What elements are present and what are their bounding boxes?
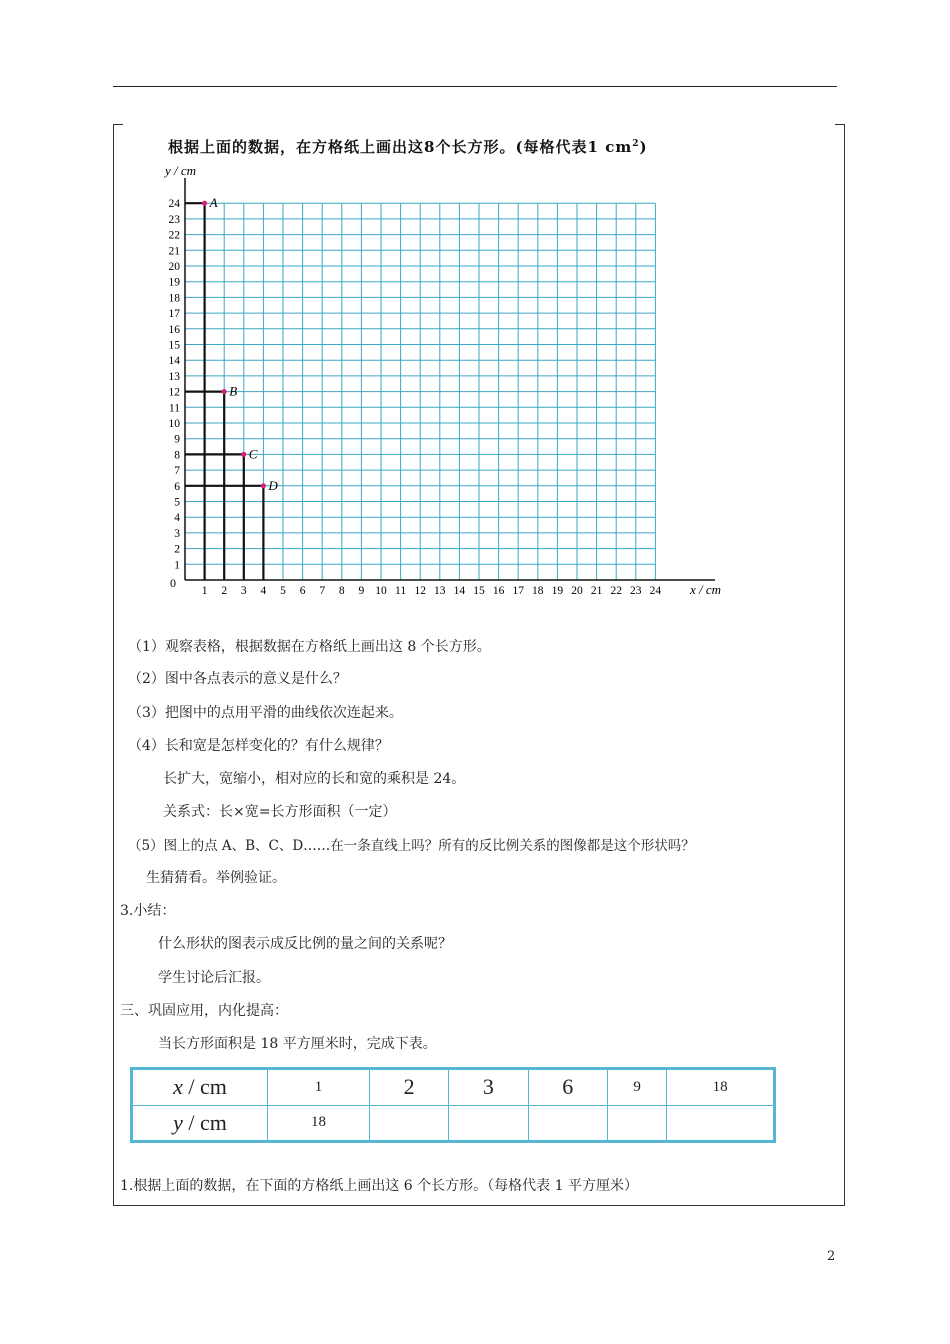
x-tick-label: 24 <box>649 585 662 597</box>
data-point <box>261 483 266 488</box>
x-header: x / cm <box>132 1069 268 1106</box>
y-tick-label: 7 <box>174 465 180 478</box>
data-point <box>202 201 207 206</box>
table-cell <box>667 1105 775 1142</box>
table-row-x <box>132 1069 775 1106</box>
x-tick-label: 1 <box>201 585 208 597</box>
frame-corner-left <box>113 124 123 125</box>
inverse-proportion-graph <box>160 160 760 605</box>
text-line-4: （4）长和宽是怎样变化的？有什么规律？ <box>128 738 389 754</box>
y-tick-label: 20 <box>168 261 180 273</box>
x-tick-label: 6 <box>299 585 306 597</box>
x-tick-label: 7 <box>319 585 326 597</box>
table-cell: 3 <box>449 1069 528 1106</box>
text-line-6: 关系式：长×宽=长方形面积（一定） <box>163 804 397 820</box>
data-table <box>130 1067 776 1143</box>
data-point <box>241 452 246 457</box>
x-tick-label: 17 <box>512 585 524 597</box>
header-rule <box>113 86 837 87</box>
y-tick-label: 21 <box>168 245 180 258</box>
x-tick-label: 4 <box>260 585 267 597</box>
x-tick-label: 19 <box>551 585 564 597</box>
y-tick-label: 23 <box>168 213 180 226</box>
x-tick-label: 2 <box>221 585 228 597</box>
x-tick-label: 13 <box>434 585 446 597</box>
y-tick-label: 15 <box>168 339 180 352</box>
text-line-12: 三、巩固应用，内化提高： <box>120 1003 288 1019</box>
text-line-5: 长扩大，宽缩小，相对应的长和宽的乘积是 24。 <box>163 771 466 787</box>
x-tick-label: 23 <box>630 585 642 597</box>
x-tick-label: 22 <box>610 585 622 597</box>
page-number: 2 <box>827 1249 836 1264</box>
x-tick-labels <box>202 585 662 597</box>
text-line-10: 什么形状的图表示成反比例的量之间的关系呢？ <box>158 936 452 952</box>
x-tick-label: 11 <box>395 585 407 597</box>
table-cell <box>369 1105 448 1142</box>
y-tick-label: 13 <box>168 370 180 383</box>
point-label: D <box>268 477 278 493</box>
y-axis-label: y / cm <box>165 163 197 178</box>
text-line-3: （3）把图中的点用平滑的曲线依次连起来。 <box>128 705 403 721</box>
table-cell <box>449 1105 528 1142</box>
table-cell: 18 <box>667 1069 775 1106</box>
y-tick-label: 3 <box>174 527 180 540</box>
table-cell <box>607 1105 666 1142</box>
y-tick-label: 8 <box>174 449 180 462</box>
y-tick-label: 1 <box>174 559 180 572</box>
y-tick-label: 9 <box>174 433 180 446</box>
text-line-9: 3.小结： <box>120 903 176 919</box>
y-tick-label: 5 <box>174 496 180 509</box>
frame-corner-right <box>835 124 845 125</box>
x-tick-label: 12 <box>414 585 426 597</box>
text-line-13: 当长方形面积是 18 平方厘米时，完成下表。 <box>158 1036 437 1052</box>
text-line-2: （2）图中各点表示的意义是什么？ <box>128 671 347 687</box>
table-cell: 9 <box>607 1069 666 1106</box>
y-tick-label: 22 <box>168 229 180 242</box>
figure-title: 根据上面的数据，在方格纸上画出这8个长方形。(每格代表1 $cm^2$) <box>168 138 648 156</box>
y-tick-label: 17 <box>168 308 180 321</box>
x-tick-label: 15 <box>473 585 485 597</box>
y-tick-labels <box>169 198 181 571</box>
y-tick-label: 18 <box>168 292 180 305</box>
y-tick-label: 2 <box>174 543 180 556</box>
x-tick-label: 3 <box>240 585 247 597</box>
table-cell <box>528 1105 607 1142</box>
text-line-1: （1）观察表格，根据数据在方格纸上画出这 8 个长方形。 <box>128 639 491 655</box>
x-tick-label: 10 <box>375 585 387 597</box>
x-axis-label: x / cm <box>690 582 722 597</box>
table-cell: 6 <box>528 1069 607 1106</box>
y-tick-label: 16 <box>168 323 180 336</box>
table-row-y <box>132 1105 775 1142</box>
text-line-14: 1.根据上面的数据，在下面的方格纸上画出这 6 个长方形。（每格代表 1 平方厘米） <box>120 1178 638 1194</box>
text-line-7: （5）图上的点 A、B、C、D……在一条直线上吗？所有的反比例关系的图像都是这个形状吗？ <box>128 838 695 854</box>
grid <box>185 203 655 580</box>
y-tick-label: 12 <box>168 386 180 399</box>
x-tick-label: 20 <box>571 585 583 597</box>
x-tick-label: 14 <box>453 585 466 597</box>
y-tick-label: 10 <box>168 418 180 430</box>
y-tick-label: 4 <box>174 512 180 525</box>
table-cell: 1 <box>268 1069 370 1106</box>
y-tick-label: 11 <box>168 402 180 415</box>
x-tick-label: 5 <box>280 585 286 597</box>
y-tick-label: 6 <box>174 480 180 493</box>
point-label: B <box>229 383 238 399</box>
table-cell: 18 <box>268 1105 370 1142</box>
y-tick-label: 14 <box>168 355 180 368</box>
x-tick-label: 9 <box>358 585 365 597</box>
x-tick-label: 8 <box>338 585 345 597</box>
point-label: C <box>248 446 258 462</box>
y-header: y / cm <box>132 1105 268 1142</box>
point-label: A <box>209 195 218 211</box>
table-cell: 2 <box>369 1069 448 1106</box>
text-line-8: 生猜猜看。举例验证。 <box>146 870 286 886</box>
x-tick-label: 21 <box>590 585 603 597</box>
origin-label: 0 <box>170 576 176 590</box>
x-tick-label: 18 <box>532 585 544 597</box>
y-tick-label: 24 <box>168 198 180 211</box>
data-point <box>222 389 227 394</box>
x-tick-label: 16 <box>492 585 505 597</box>
y-tick-label: 19 <box>168 276 180 289</box>
text-line-11: 学生讨论后汇报。 <box>158 970 270 986</box>
